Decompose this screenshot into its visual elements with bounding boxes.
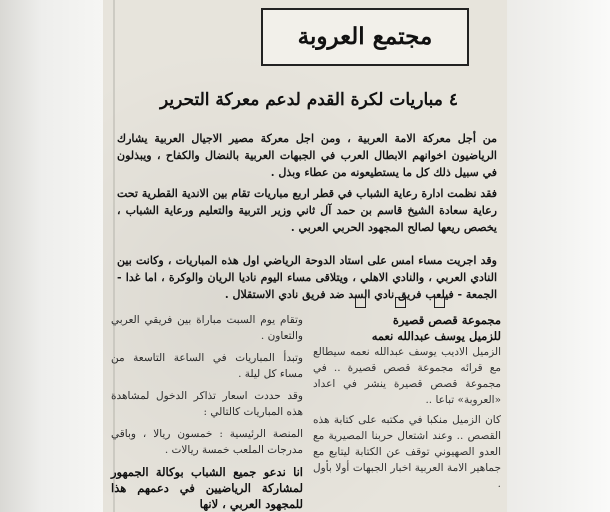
scan-margin-right (505, 0, 610, 512)
square-ornament-icon (434, 297, 445, 308)
newspaper-clipping (103, 0, 507, 512)
article-paragraph: وقد حددت اسعار تذاكر الدخول لمشاهدة هذه المباريات كالتالي : (111, 390, 303, 418)
article-continuation (111, 312, 303, 512)
sidebar-paragraph: الزميل الاديب يوسف عبدالله نعمه سيطالع مع قرائه مجموعة قصص قصيرة .. في مجموعة قصص قصيرة ينشر في اعداد «العروبة» تباعا .. (313, 346, 501, 406)
article-paragraph: المنصة الرئيسية : خمسون ريالا ، وباقي مدرجات الملعب خمسة ريالات . (111, 428, 303, 456)
square-ornament-icon (395, 297, 406, 308)
article-paragraph: وتقام يوم السبت مباراة بين فريقي العربي والتعاون . (111, 314, 303, 342)
article-paragraph: من أجل معركة الامة العربية ، ومن اجل معركة مصير الاجيال العربية يشارك الرياضيون اخوانهم الابطال العرب في الجبهات العربية بالنضال والكفاح ، ويبذلون في سبيل ذلك كل ما يستطيعونه من عطاء وبذل . (117, 132, 497, 179)
article-paragraph: فقد نظمت ادارة رعاية الشباب في قطر اربع مباريات تقام بين الاندية القطرية تحت رعاية سعادة الشيخ قاسم بن حمد آل ثاني وزير التربية والتعليم ورعاية الشباب ، يخصص ريعها لصالح المجهود الحربي العربي . (117, 187, 497, 234)
masthead-title: مجتمع العروبة (297, 23, 433, 50)
masthead-box (261, 8, 469, 66)
article-headline: ٤ مباريات لكرة القدم لدعم معركة التحرير (160, 90, 458, 110)
article-paragraph: انا ندعو جميع الشباب بوكالة الجمهور لمشاركة الرياضيين في دعمهم هذا للمجهود العربي ، لانها (111, 465, 303, 511)
sidebar-article (313, 312, 501, 496)
square-ornament-icon (355, 297, 366, 308)
scan-margin-left (0, 0, 105, 512)
sidebar-paragraph: كان الزميل منكبا في مكتبه على كتابة هذه القصص .. وعند اشتعال حربنا المصيرية مع العدو الصهيوني توقف عن الكتابة ليتابع مع جماهير الامة العربية اخبار الجبهات أولا بأول . (313, 414, 501, 490)
article-paragraph: وقد اجريت مساء امس على استاد الدوحة الرياضي اول هذه المباريات ، وكانت بين النادي العربي ، والنادي الاهلي ، ويتلاقى مساء اليوم ناديا الريان والوكرة ، اما غدا - الجمعة - فيلعب فريق نادي السد ضد فريق نادي الاستقلال . (117, 254, 497, 301)
sidebar-article-author: للزميل يوسف عبدالله نعمه (371, 329, 501, 343)
article-paragraph: وتبدأ المباريات في الساعة التاسعة من مساء كل ليلة . (111, 352, 303, 380)
section-divider (355, 296, 445, 308)
sidebar-article-title: مجموعة قصص قصيرة (392, 313, 501, 327)
